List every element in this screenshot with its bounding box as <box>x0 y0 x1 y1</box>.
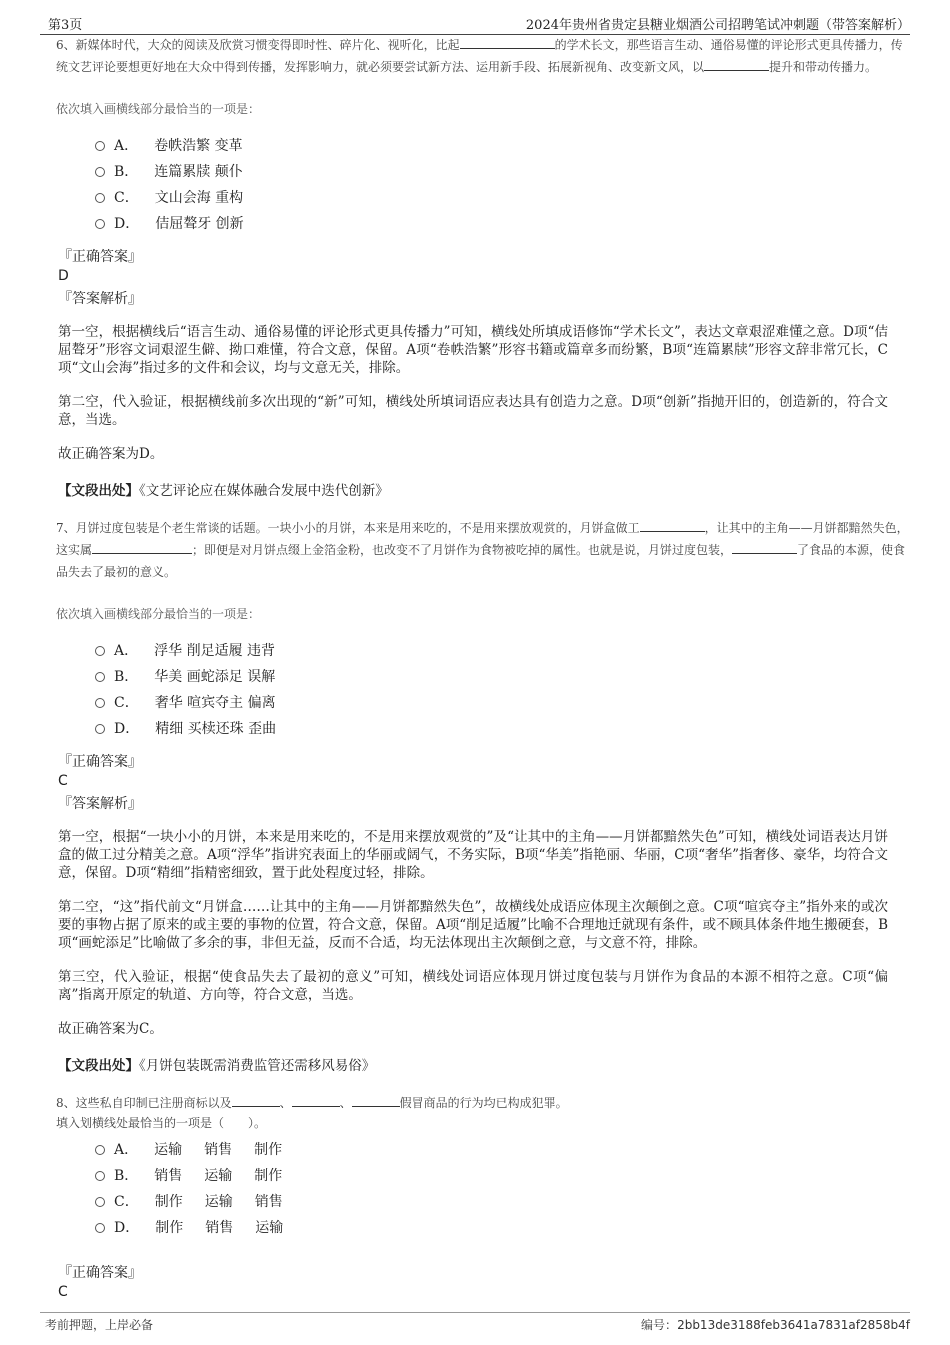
analysis-title: 『答案解析』 <box>58 796 142 812</box>
radio-icon[interactable] <box>95 1171 105 1181</box>
radio-icon[interactable] <box>95 1145 105 1155</box>
option-d[interactable]: D． 制作 销售 运输 <box>95 1215 910 1241</box>
page-footer <box>40 1312 910 1337</box>
question-6-options <box>95 133 910 237</box>
analysis-paragraph: 第一空，根据“一块小小的月饼，本来是用来吃的，不是用来摆放观赏的”及“让其中的主角——月饼都黯然失色”可知，横线处词语表达月饼盒的做工过分精美之意。A项“浮华”指讲究表面上的华丽或阔气，不务实际，B项“华美”指艳丽、华丽，C项“奢华”指奢侈、豪华，均符合文意，保留。D项“精细”指精密细致，置于此处程度过轻，排除。 <box>58 829 888 881</box>
radio-icon[interactable] <box>95 1197 105 1207</box>
footer-slogan: 考前押题，上岸必备 <box>45 1318 154 1332</box>
question-7-stem: 7、月饼过度包装是个老生常谈的话题。一块小小的月饼，本来是用来吃的，不是用来摆放观赏的，月饼盒做工 ，让其中的主角——月饼都黯然失色，这实属 ；即便是对月饼点缀上金箔金粉，也改变不了月饼作为食物被吃掉的属性。也就是说，月饼过度包装， 了食品的本源，使食品失去了最初的意义。 <box>56 517 910 583</box>
option-b[interactable]: B． 连篇累牍 颠仆 <box>95 159 910 185</box>
blank <box>704 56 769 71</box>
question-7-instruction: 依次填入画横线部分最恰当的一项是： <box>56 607 261 621</box>
question-7 <box>40 517 910 1074</box>
question-7-options <box>95 638 910 742</box>
option-a[interactable]: A． 浮华 削足适履 违背 <box>95 638 910 664</box>
option-b[interactable]: B． 销售 运输 制作 <box>95 1163 910 1189</box>
question-6 <box>40 34 910 499</box>
answer-value: C <box>58 1284 68 1300</box>
page-content <box>40 32 910 1301</box>
analysis-paragraph: 第二空，代入验证，根据横线前多次出现的“新”可知，横线处所填词语应表达具有创造力之意。D项“创新”指抛开旧的，创造新的，符合文意，当选。 <box>58 394 888 428</box>
option-d[interactable]: D． 精细 买椟还珠 歪曲 <box>95 716 910 742</box>
option-b[interactable]: B． 华美 画蛇添足 误解 <box>95 664 910 690</box>
answer-title: 『正确答案』 <box>58 249 142 265</box>
page-number: 第3页 <box>48 18 83 33</box>
source-citation: 【文段出处】《文艺评论应在媒体融合发展中迭代创新》 <box>58 483 389 499</box>
analysis-paragraph: 第三空，代入验证，根据“使食品失去了最初的意义”可知，横线处词语应体现月饼过度包装与月饼作为食品的本源不相符之意。C项“偏离”指离开原定的轨道、方向等，符合文意，当选。 <box>58 969 888 1003</box>
analysis-paragraph: 故正确答案为C。 <box>58 1021 163 1037</box>
option-c[interactable]: C． 奢华 喧宾夺主 偏离 <box>95 690 910 716</box>
blank <box>352 1092 400 1107</box>
analysis-paragraph: 第二空，“这”指代前文“月饼盒……让其中的主角——月饼都黯然失色”，故横线处成语应体现主次颠倒之意。C项“喧宾夺主”指外来的或次要的事物占据了原来的或主要的事物的位置，符合文意，保留。A项“削足适履”比喻不合理地迁就现有条件，或不顾具体条件地生搬硬套，B项“画蛇添足”比喻做了多余的事，非但无益，反而不合适，均无法体现出主次颠倒之意，与文意不符，排除。 <box>58 899 888 951</box>
option-a[interactable]: A． 卷帙浩繁 变革 <box>95 133 910 159</box>
analysis-title: 『答案解析』 <box>58 291 142 307</box>
option-d[interactable]: D． 佶屈聱牙 创新 <box>95 211 910 237</box>
document-title: 2024年贵州省贵定县糖业烟酒公司招聘笔试冲刺题（带答案解析） <box>525 18 910 33</box>
option-c[interactable]: C． 文山会海 重构 <box>95 185 910 211</box>
radio-icon[interactable] <box>95 167 105 177</box>
blank <box>640 517 705 532</box>
document-code: 编号：2bb13de3188feb3641a7831af2858b4f <box>641 1318 910 1332</box>
blank <box>232 1092 280 1107</box>
question-8-instruction: 填入划横线处最恰当的一项是（ ）。 <box>56 1116 267 1130</box>
question-8 <box>40 1092 910 1301</box>
blank <box>460 34 555 49</box>
source-citation: 【文段出处】《月饼包装既需消费监管还需移风易俗》 <box>58 1058 376 1074</box>
blank <box>92 539 192 554</box>
analysis-paragraph: 故正确答案为D。 <box>58 446 164 462</box>
radio-icon[interactable] <box>95 141 105 151</box>
question-6-stem: 6、新媒体时代，大众的阅读及欣赏习惯变得即时性、碎片化、视听化，比起 的学术长文，那些语言生动、通俗易懂的评论形式更具传播力，传统文艺评论要想更好地在大众中得到传播，发挥影响力，就必须要尝试新方法、运用新手段、拓展新视角、改变新文风，以 提升和带动传播力。 <box>56 34 910 78</box>
radio-icon[interactable] <box>95 724 105 734</box>
blank <box>732 539 797 554</box>
radio-icon[interactable] <box>95 219 105 229</box>
option-a[interactable]: A． 运输 销售 制作 <box>95 1137 910 1163</box>
blank <box>292 1092 340 1107</box>
radio-icon[interactable] <box>95 1223 105 1233</box>
question-6-instruction: 依次填入画横线部分最恰当的一项是： <box>56 102 261 116</box>
radio-icon[interactable] <box>95 193 105 203</box>
question-8-options <box>95 1137 910 1241</box>
answer-value: D <box>58 268 69 284</box>
analysis-paragraph: 第一空，根据横线后“语言生动、通俗易懂的评论形式更具传播力”可知，横线处所填成语修饰“学术长文”，表达文章艰涩难懂之意。D项“佶屈聱牙”形容文词艰涩生僻、拗口难懂，符合文意，保留。A项“卷帙浩繁”形容书籍或篇章多而纷繁，B项“连篇累牍”形容文辞非常冗长，C项“文山会海”指过多的文件和会议，均与文意无关，排除。 <box>58 324 888 376</box>
option-c[interactable]: C． 制作 运输 销售 <box>95 1189 910 1215</box>
answer-value: C <box>58 773 68 789</box>
radio-icon[interactable] <box>95 646 105 656</box>
question-8-stem: 8、这些私自印制已注册商标以及 、 、 假冒商品的行为均已构成犯罪。 填入划横线处最恰当的一项是（ ）。 <box>56 1092 910 1133</box>
answer-title: 『正确答案』 <box>58 1265 142 1281</box>
answer-title: 『正确答案』 <box>58 754 142 770</box>
radio-icon[interactable] <box>95 672 105 682</box>
radio-icon[interactable] <box>95 698 105 708</box>
